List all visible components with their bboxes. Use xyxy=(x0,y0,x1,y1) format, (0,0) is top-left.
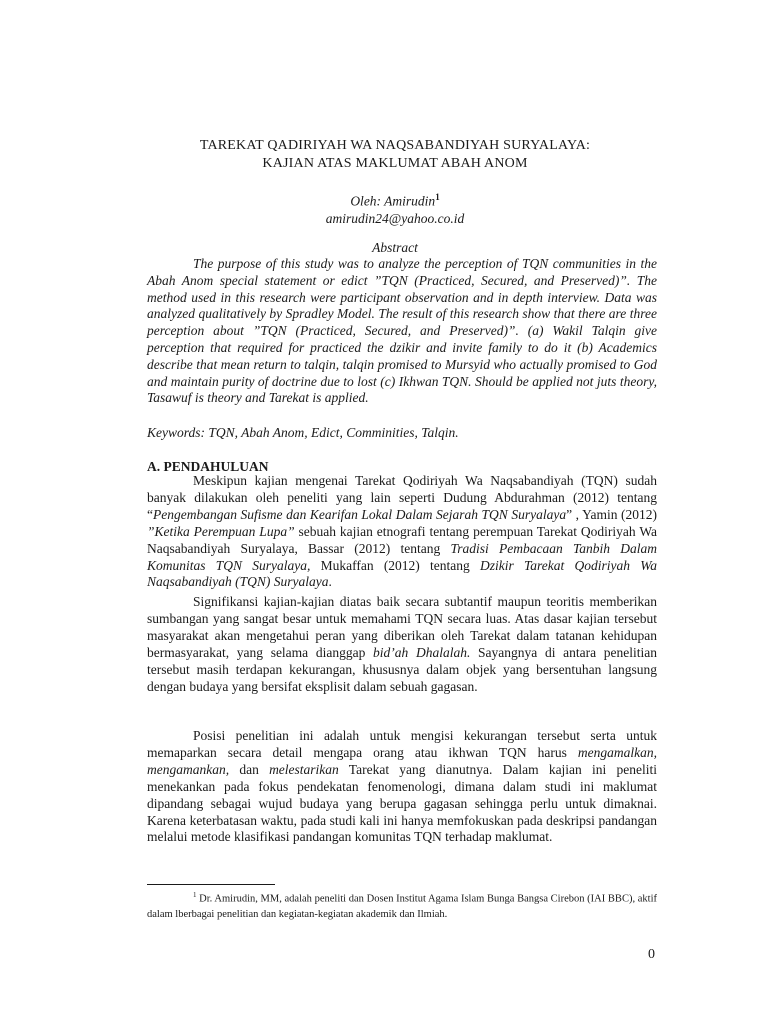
p1-text-4: Mukaffan (2012) tentang xyxy=(310,557,481,573)
paper-title xyxy=(140,137,650,173)
p1-text-5: . xyxy=(328,574,332,590)
abstract-keywords: Keywords: TQN, Abah Anom, Edict, Comminities, Talqin. xyxy=(147,425,459,440)
p1-italic-2: ”Ketika Perempuan Lupa” xyxy=(147,523,295,539)
p2-text-2: Sayangnya di antara penelitian tersebut masih terdapan kekurangan, khususnya dalam objek yang bersentuhan langsung dengan budaya yang bersifat eksplisit dalam sebuah gagasan. xyxy=(147,644,658,694)
title-line-1: TAREKAT QADIRIYAH WA NAQSABANDIYAH SURYALAYA: xyxy=(199,138,591,153)
p3-text-1: Posisi penelitian ini adalah untuk mengisi kekurangan tersebut serta untuk memaparkan secara detail mengapa orang atau ikhwan TQN harus xyxy=(147,728,657,760)
footnote-text: Dr. Amirudin, MM, adalah peneliti dan Dosen Institut Agama Islam Bunga Bangsa Cirebon (IAI BBC), aktif dalam lberbagai penelitian dan kegiatan-kegiatan akademik dan Ilmiah. xyxy=(147,893,657,920)
p1-italic-1: Pengembangan Sufisme dan Kearifan Lokal Dalam Sejarah TQN Suryalaya xyxy=(153,506,567,522)
p1-italic-3: Tradisi Pembacaan Tanbih Dalam Komunitas TQN Suryalaya, xyxy=(147,540,657,573)
p1-text-3: sebuah kajian etnografi tentang perempuan Tarekat Qodiriyah Wa Naqsabandiyah Suryalaya, Bassar (2012) tentang xyxy=(147,523,657,556)
p2-text-1: Signifikansi kajian-kajian diatas baik secara subtantif maupun teoritis memberikan sumbangan yang sangat besar untuk memahami TQN secara luas. Atas dasar kajian tersebut masyarakat akan mengetahui peran yang diberikan oleh Tarekat dalam tatanan kehidupan bermasyarakat, yang selama dianggap xyxy=(147,594,657,660)
abstract-body: The purpose of this study was to analyze the perception of TQN communities in the Abah Anom special statement or edict ”TQN (Practiced, Secured, and Preserved)”. The method used in this research were participant observation and in depth interview. Data was analyzed qualitatively by Spradley Model. The result of this research show that there are three perception about ”TQN (Practiced, Secured, and Preserved)”. (a) Wakil Talqin give perception that required for practiced the dzikir and invite family to do it (b) Academics describe that mean return to talqin, talqin promised to Mursyid who actually promised to God and maintain purity of doctrine due to lost (c) Ikhwan TQN. Should be applied not juts theory, Tasawuf is theory and Tarekat is applied. xyxy=(147,256,657,406)
p1-text-1: Meskipun kajian mengenai Tarekat Qodiriyah Wa Naqsabandiyah (TQN) sudah banyak dilakukan oleh peneliti yang lain seperti Dudung Abdurahman (2012) tentang “ xyxy=(147,473,657,522)
paragraph-1 xyxy=(147,473,657,591)
page-number: 0 xyxy=(648,947,655,962)
section-heading: A. PENDAHULUAN xyxy=(147,459,269,474)
paragraph-3 xyxy=(147,728,657,846)
author-name: Oleh: Amirudin xyxy=(350,193,436,209)
footnote xyxy=(147,888,657,922)
p1-italic-4: Dzikir Tarekat Qodiriyah Wa Naqsabandiyah (TQN) Suryalaya xyxy=(147,557,657,590)
author-line xyxy=(140,189,650,210)
author-block xyxy=(140,189,650,227)
title-line-2: KAJIAN ATAS MAKLUMAT ABAH ANOM xyxy=(262,156,528,171)
p3-text-2: dan xyxy=(229,761,270,777)
abstract-heading: Abstract xyxy=(372,240,418,255)
p2-italic-1: bid’ah Dhalalah. xyxy=(373,644,471,660)
author-footnote-mark: 1 xyxy=(435,192,440,202)
author-email: amirudin24@yahoo.co.id xyxy=(325,210,465,226)
p3-italic-1: mengamalkan, mengamankan, xyxy=(147,744,657,777)
paragraph-2 xyxy=(147,594,657,695)
footnote-divider xyxy=(147,884,275,885)
p3-text-3: Tarekat yang dianutnya. Dalam kajian ini peneliti menekankan pada fokus pendekatan fenomenologi, dimana dalam studi ini maklumat dipandang sebagai wujud budaya yang berupa gagasan sehingga perlu untuk dimaknai. Karena keterbatasan waktu, pada studi kali ini hanya memfokuskan pada deskripsi pandangan melalui metode klasifikasi pandangan komunitas TQN terhadap maklumat. xyxy=(147,761,657,845)
p3-italic-2: melestarikan xyxy=(269,761,339,777)
footnote-mark: 1 xyxy=(193,891,197,899)
p1-text-2: ” , Yamin (2012) xyxy=(566,506,657,522)
